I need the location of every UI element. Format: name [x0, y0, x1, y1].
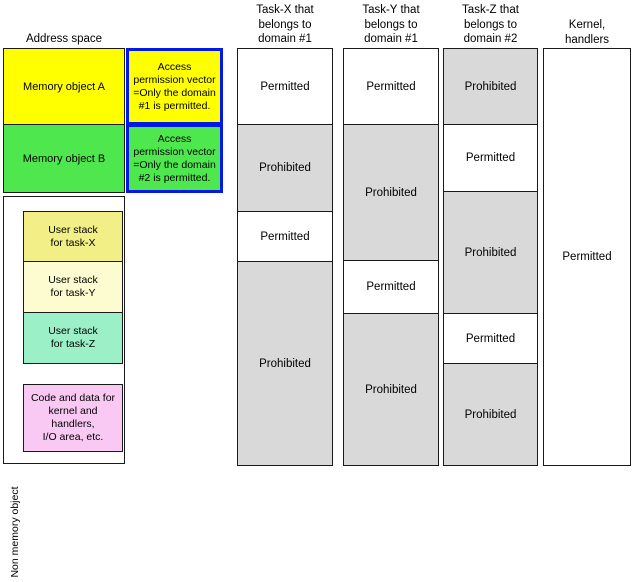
permission-segment	[444, 124, 537, 191]
segment-label: Prohibited	[464, 80, 517, 93]
user-stack-task-y-box	[23, 261, 123, 313]
permission-segment	[544, 49, 630, 465]
permission-column-task-z	[443, 48, 538, 466]
access-permission-vector-2-text: Access permission vector =Only the domain #2 is permitted.	[133, 132, 216, 184]
column-header-task-y: Task-Y that belongs to domain #1	[362, 4, 420, 45]
user-stack-task-x-box	[23, 211, 123, 262]
segment-label: Prohibited	[464, 246, 517, 259]
permission-segment	[444, 191, 537, 313]
segment-label: Permitted	[260, 80, 310, 93]
non-memory-object-side-label: Non memory object	[9, 486, 21, 578]
memory-object-b-box	[3, 124, 125, 193]
permission-segment	[238, 124, 332, 211]
kernel-code-data-box	[23, 384, 123, 452]
segment-label: Permitted	[562, 251, 612, 263]
column-header-task-z: Task-Z that belongs to domain #2	[462, 4, 519, 45]
segment-label: Prohibited	[365, 186, 417, 199]
permission-segment	[444, 313, 537, 363]
permission-segment	[238, 49, 332, 124]
column-header-task-x: Task-X that belongs to domain #1	[256, 4, 314, 45]
permission-column-task-x	[237, 48, 333, 466]
permission-segment	[344, 124, 438, 260]
segment-label: Permitted	[465, 332, 516, 345]
permission-segment	[238, 261, 332, 465]
memory-object-a-box	[3, 48, 125, 125]
permission-column-kernel	[543, 48, 631, 466]
permission-segment	[238, 211, 332, 261]
segment-label: Prohibited	[259, 357, 311, 370]
segment-label: Prohibited	[464, 408, 517, 421]
permission-segment	[344, 49, 438, 124]
segment-label: Permitted	[260, 230, 310, 243]
address-space-title: Address space	[25, 33, 103, 45]
segment-label: Permitted	[366, 80, 416, 93]
user-stack-task-z-box	[23, 312, 123, 364]
kernel-code-data-label: Code and data for kernel and handlers, I/O area, etc.	[30, 392, 116, 443]
access-permission-vector-1-text: Access permission vector =Only the domain #1 is permitted.	[133, 60, 216, 112]
memory-object-a-label: Memory object A	[23, 80, 105, 93]
permission-segment	[344, 260, 438, 313]
permission-column-task-y	[343, 48, 439, 466]
segment-label: Permitted	[366, 281, 416, 293]
segment-label: Prohibited	[259, 162, 311, 174]
user-stack-task-x-label: User stack for task-X	[48, 223, 98, 249]
segment-label: Permitted	[465, 152, 516, 164]
access-permission-vector-2-box	[126, 124, 223, 193]
permission-segment	[444, 49, 537, 124]
access-permission-vector-1-box	[126, 48, 223, 125]
column-header-kernel: Kernel, handlers	[564, 19, 610, 46]
user-stack-task-z-label: User stack for task-Z	[48, 325, 98, 350]
permission-segment	[444, 363, 537, 465]
memory-object-b-label: Memory object B	[22, 152, 106, 165]
permission-segment	[344, 313, 438, 465]
user-stack-task-y-label: User stack for task-Y	[48, 274, 98, 299]
segment-label: Prohibited	[365, 383, 417, 396]
